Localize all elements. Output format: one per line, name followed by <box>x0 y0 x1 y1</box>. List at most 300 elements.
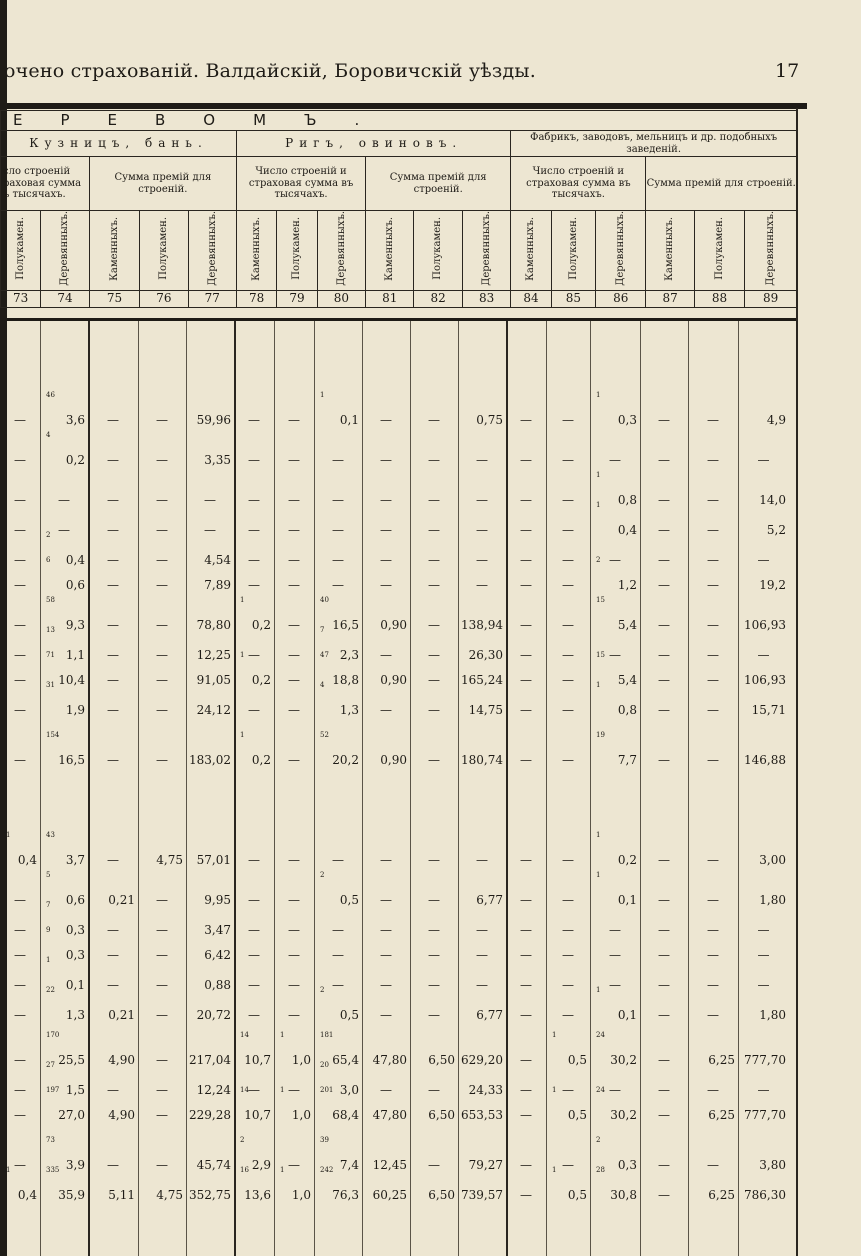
column-label-text: Деревянныхъ. <box>59 211 71 287</box>
cell-value: — <box>707 853 719 867</box>
cell-value: 0,3 <box>65 923 85 937</box>
cell-value: — <box>757 923 770 937</box>
cell-value: — <box>520 493 532 507</box>
cell-value: — <box>658 923 670 937</box>
table-cell <box>506 556 546 596</box>
building-count: 28 <box>596 1166 605 1174</box>
cell-value: — <box>658 673 670 687</box>
table-cell <box>640 1166 688 1206</box>
group-rig: Ригъ, овиновъ. <box>236 131 510 157</box>
cell-value: 6,25 <box>708 1053 735 1067</box>
cell-value: 0,88 <box>204 978 231 992</box>
cell-value: 0,2 <box>251 618 271 632</box>
cell-value: 18,8 <box>332 673 359 687</box>
column-label-73 <box>1 211 41 291</box>
building-count: 335 <box>46 1166 60 1174</box>
cell-value: — <box>248 923 260 937</box>
cell-value: — <box>428 413 440 427</box>
cell-value: — <box>562 853 574 867</box>
table-cell <box>186 986 234 1026</box>
building-count: 170 <box>46 1031 60 1039</box>
building-count: 19 <box>596 731 605 739</box>
cell-value: — <box>156 703 168 717</box>
building-count: 9 <box>46 926 51 934</box>
column-label-86 <box>596 211 646 291</box>
column-number-89: 89 <box>745 291 797 308</box>
table-cell <box>590 986 640 1026</box>
building-count: 20 <box>320 1061 329 1069</box>
cell-value: — <box>332 923 344 937</box>
column-number-82: 82 <box>414 291 462 308</box>
table-cell <box>458 681 506 721</box>
building-count: 1 <box>596 681 601 689</box>
cell-value: 68,4 <box>332 1108 359 1122</box>
building-count: 1 <box>596 471 601 479</box>
table-cell <box>546 681 590 721</box>
table-body <box>0 321 797 1256</box>
table-cell <box>0 431 40 471</box>
cell-value: — <box>707 1008 719 1022</box>
table-cell <box>546 431 590 471</box>
cell-value: 0,5 <box>567 1188 587 1202</box>
cell-value: — <box>107 673 119 687</box>
cell-value: — <box>707 893 719 907</box>
cell-value: — <box>428 978 440 992</box>
building-count: 2 <box>320 871 325 879</box>
cell-value: — <box>428 523 440 537</box>
column-number-88: 88 <box>694 291 744 308</box>
table-cell <box>138 391 186 431</box>
cell-value: — <box>562 893 574 907</box>
table-cell <box>506 1086 546 1126</box>
cell-value: — <box>288 703 300 717</box>
cell-value: 76,3 <box>332 1188 359 1202</box>
cell-value: 0,1 <box>65 978 85 992</box>
table-cell <box>590 1086 640 1126</box>
cell-value: — <box>107 948 119 962</box>
cell-value: — <box>476 853 488 867</box>
table-cell <box>410 681 458 721</box>
cell-value: 0,6 <box>65 893 85 907</box>
cell-value: 30,8 <box>610 1188 637 1202</box>
cell-value: 1,0 <box>291 1053 311 1067</box>
table-cell <box>458 986 506 1026</box>
table-cell <box>410 1086 458 1126</box>
cell-value: 15,71 <box>751 703 786 717</box>
column-label-text: Полукамен. <box>567 217 579 281</box>
cell-value: — <box>609 978 621 992</box>
table-cell <box>590 731 640 771</box>
table-cell <box>546 1086 590 1126</box>
table-cell <box>88 986 138 1026</box>
table-cell <box>738 431 789 471</box>
cell-value: 0,75 <box>476 413 503 427</box>
cell-value: — <box>520 703 532 717</box>
table-cell <box>0 986 40 1026</box>
cell-value: — <box>156 1083 168 1097</box>
table-cell <box>274 1166 314 1206</box>
cell-value: — <box>562 453 574 467</box>
table-cell <box>314 681 362 721</box>
subgroup-rig-number: Число строеній и страховая сумма въ тысячахъ. <box>236 157 365 211</box>
cell-value: 0,8 <box>617 493 637 507</box>
table-cell <box>40 1166 88 1206</box>
table-cell <box>688 391 738 431</box>
cell-value: 0,5 <box>339 1008 359 1022</box>
cell-value: 5,2 <box>766 523 786 537</box>
cell-value: — <box>380 578 392 592</box>
table-cell <box>738 681 789 721</box>
cell-value: — <box>156 493 168 507</box>
building-count: 1 <box>280 1031 285 1039</box>
cell-value: — <box>562 413 574 427</box>
cell-value: — <box>248 703 260 717</box>
cell-value: 3,47 <box>204 923 231 937</box>
table-cell <box>274 681 314 721</box>
table-cell <box>138 731 186 771</box>
table-cell <box>738 556 789 596</box>
cell-value: — <box>204 493 216 507</box>
cell-value: — <box>14 673 26 687</box>
building-count: 1 <box>596 986 601 994</box>
cell-value: 165,24 <box>461 673 503 687</box>
column-label-75 <box>89 211 139 291</box>
cell-value: — <box>14 1108 26 1122</box>
cell-value: 1,1 <box>65 648 85 662</box>
cell-value: 0,4 <box>17 853 37 867</box>
table-cell <box>590 431 640 471</box>
cell-value: — <box>14 1053 26 1067</box>
building-count: 16 <box>240 1166 249 1174</box>
table-cell <box>362 391 410 431</box>
cell-value: 3,80 <box>759 1158 786 1172</box>
cell-value: — <box>156 673 168 687</box>
cell-value: — <box>707 703 719 717</box>
cell-value: — <box>14 618 26 632</box>
cell-value: — <box>476 493 488 507</box>
table-cell <box>314 986 362 1026</box>
cell-value: 6,42 <box>204 948 231 962</box>
table-cell <box>234 1166 274 1206</box>
table-cell <box>590 556 640 596</box>
table-cell <box>506 731 546 771</box>
column-label-84 <box>511 211 551 291</box>
cell-value: — <box>609 553 621 567</box>
cell-value: — <box>520 578 532 592</box>
column-label-text: Полукамен. <box>14 217 26 281</box>
table-cell <box>234 831 274 871</box>
cell-value: — <box>107 703 119 717</box>
cell-value: 0,4 <box>17 1188 37 1202</box>
table-cell <box>506 1166 546 1206</box>
cell-value: — <box>107 523 119 537</box>
cell-value: — <box>14 893 26 907</box>
cell-value: — <box>476 523 488 537</box>
cell-value: — <box>248 578 260 592</box>
cell-value: 19,2 <box>759 578 786 592</box>
cell-value: — <box>707 578 719 592</box>
column-label-text: Каменныхъ. <box>525 216 537 281</box>
cell-value: — <box>248 523 260 537</box>
cell-value: — <box>707 493 719 507</box>
cell-value: 0,4 <box>65 553 85 567</box>
cell-value: — <box>248 853 260 867</box>
building-count: 1 <box>46 956 51 964</box>
cell-value: 0,1 <box>617 1008 637 1022</box>
table-cell <box>506 681 546 721</box>
cell-value: — <box>428 578 440 592</box>
table-cell <box>138 986 186 1026</box>
table-cell <box>546 731 590 771</box>
cell-value: — <box>609 948 621 962</box>
cell-value: — <box>609 648 621 662</box>
cell-value: 0,90 <box>380 753 407 767</box>
subgroup-kuz-number: сло строеній раховая сумма ъ тысячахъ. <box>1 157 90 211</box>
cell-value: — <box>332 978 344 992</box>
cell-value: — <box>476 948 488 962</box>
cell-value: 2,3 <box>339 648 359 662</box>
table-cell <box>234 391 274 431</box>
cell-value: — <box>428 1008 440 1022</box>
cell-value: — <box>658 1008 670 1022</box>
cell-value: — <box>288 1158 300 1172</box>
table-cell <box>274 986 314 1026</box>
building-count: 2 <box>46 531 51 539</box>
cell-value: — <box>658 853 670 867</box>
cell-value: — <box>658 703 670 717</box>
building-count: 14 <box>240 1031 249 1039</box>
column-header-table <box>0 110 797 308</box>
cell-value: — <box>380 648 392 662</box>
cell-value: — <box>520 948 532 962</box>
table-cell <box>186 431 234 471</box>
cell-value: — <box>380 853 392 867</box>
cell-value: — <box>658 553 670 567</box>
cell-value: — <box>658 413 670 427</box>
column-label-text: Каменныхъ. <box>384 216 396 281</box>
column-label-text: Деревянныхъ. <box>764 211 776 287</box>
building-count: 1 <box>596 831 601 839</box>
table-cell <box>40 681 88 721</box>
building-count: 1 <box>596 871 601 879</box>
table-cell <box>138 431 186 471</box>
cell-value: 91,05 <box>196 673 231 687</box>
cell-value: — <box>14 553 26 567</box>
building-count: 15 <box>596 651 605 659</box>
table-cell <box>234 431 274 471</box>
cell-value: — <box>707 553 719 567</box>
cell-value: — <box>707 453 719 467</box>
column-number-81: 81 <box>366 291 414 308</box>
building-count: 197 <box>46 1086 60 1094</box>
column-label-82 <box>414 211 462 291</box>
cell-value: — <box>428 948 440 962</box>
cell-value: — <box>476 578 488 592</box>
cell-value: — <box>107 648 119 662</box>
building-count: 2 <box>320 986 325 994</box>
table-cell <box>0 1166 40 1206</box>
cell-value: — <box>156 1158 168 1172</box>
cell-value: 12,45 <box>372 1158 407 1172</box>
cell-value: — <box>757 948 770 962</box>
cell-value: 3,9 <box>65 1158 85 1172</box>
building-count: 4 <box>46 431 51 439</box>
subgroup-rig-premium: Сумма премій для строеній. <box>366 157 511 211</box>
column-label-78 <box>236 211 276 291</box>
cell-value: — <box>658 1108 670 1122</box>
building-count: 58 <box>46 596 55 604</box>
cell-value: — <box>332 523 344 537</box>
building-count: 24 <box>596 1031 605 1039</box>
cell-value: — <box>156 578 168 592</box>
cell-value: 1,80 <box>759 893 786 907</box>
table-cell <box>0 681 40 721</box>
table-cell <box>546 556 590 596</box>
cell-value: — <box>248 553 260 567</box>
column-number-75: 75 <box>89 291 139 308</box>
cell-value: — <box>520 553 532 567</box>
cell-value: — <box>562 673 574 687</box>
cell-value: 9,95 <box>204 893 231 907</box>
cell-value: — <box>332 493 344 507</box>
table-cell <box>0 831 40 871</box>
cell-value: — <box>288 553 300 567</box>
cell-value: — <box>14 453 26 467</box>
cell-value: — <box>107 493 119 507</box>
cell-value: — <box>520 923 532 937</box>
cell-value: 1,80 <box>759 1008 786 1022</box>
cell-value: 78,80 <box>196 618 231 632</box>
group-kuznits: Кузницъ, бань. <box>1 131 237 157</box>
table-cell <box>88 681 138 721</box>
column-number-79: 79 <box>277 291 317 308</box>
cell-value: — <box>380 923 392 937</box>
cell-value: — <box>156 523 168 537</box>
cell-value: 1,3 <box>339 703 359 717</box>
cell-value: 47,80 <box>372 1053 407 1067</box>
cell-value: — <box>707 923 719 937</box>
cell-value: — <box>14 578 26 592</box>
cell-value: — <box>288 523 300 537</box>
cell-value: — <box>288 853 300 867</box>
cell-value: 106,93 <box>744 673 786 687</box>
subgroup-fab-number: Число строеній и страховая сумма въ тысячахъ. <box>511 157 646 211</box>
table-cell <box>458 556 506 596</box>
cell-value: — <box>658 648 670 662</box>
cell-value: 4,90 <box>108 1053 135 1067</box>
cell-value: 1,2 <box>617 578 637 592</box>
page-number: 17 <box>775 60 800 82</box>
table-cell <box>410 731 458 771</box>
cell-value: — <box>248 453 260 467</box>
cell-value: — <box>288 1083 300 1097</box>
building-count: 1 <box>552 1166 557 1174</box>
building-count: 1 <box>552 1031 557 1039</box>
cell-value: — <box>14 923 26 937</box>
cell-value: 5,4 <box>617 673 637 687</box>
table-cell <box>186 731 234 771</box>
cell-value: 24,12 <box>196 703 231 717</box>
building-count: 22 <box>46 986 55 994</box>
table-cell <box>138 1166 186 1206</box>
column-number-87: 87 <box>646 291 694 308</box>
table-cell <box>314 431 362 471</box>
table-cell <box>274 431 314 471</box>
building-count: 1 <box>240 731 245 739</box>
cell-value: 0,1 <box>339 413 359 427</box>
cell-value: — <box>14 1158 26 1172</box>
column-label-76 <box>140 211 188 291</box>
building-count: 73 <box>46 1136 55 1144</box>
building-count: 40 <box>320 596 329 604</box>
table-cell <box>640 731 688 771</box>
cell-value: — <box>288 413 300 427</box>
building-count: 1 <box>552 1086 557 1094</box>
cell-value: — <box>562 753 574 767</box>
cell-value: 217,04 <box>189 1053 231 1067</box>
table-cell <box>362 556 410 596</box>
table-cell <box>688 681 738 721</box>
cell-value: — <box>428 673 440 687</box>
cell-value: — <box>156 1108 168 1122</box>
cell-value: — <box>248 413 260 427</box>
table-cell <box>234 681 274 721</box>
cell-value: — <box>658 493 670 507</box>
cell-value: 4,75 <box>156 1188 183 1202</box>
cell-value: — <box>380 493 392 507</box>
table-cell <box>88 831 138 871</box>
cell-value: — <box>562 978 574 992</box>
cell-value: — <box>14 523 26 537</box>
cell-value: — <box>288 893 300 907</box>
column-number-84: 84 <box>511 291 551 308</box>
cell-value: 0,8 <box>617 703 637 717</box>
table-cell <box>40 1086 88 1126</box>
cell-value: — <box>107 1158 119 1172</box>
building-count: 47 <box>320 651 329 659</box>
cell-value: — <box>428 893 440 907</box>
cell-value: 10,4 <box>58 673 85 687</box>
cell-value: — <box>380 1008 392 1022</box>
cell-value: — <box>609 923 621 937</box>
building-count: 5 <box>46 871 51 879</box>
cell-value: — <box>562 948 574 962</box>
cell-value: 0,90 <box>380 618 407 632</box>
table-cell <box>458 1166 506 1206</box>
cell-value: — <box>380 453 392 467</box>
cell-value: — <box>562 578 574 592</box>
cell-value: 0,21 <box>108 1008 135 1022</box>
cell-value: — <box>428 1083 440 1097</box>
building-count: 1 <box>240 596 245 604</box>
table-cell <box>590 831 640 871</box>
building-count: 242 <box>320 1166 334 1174</box>
table-cell <box>362 831 410 871</box>
cell-value: — <box>380 1083 392 1097</box>
table-cell <box>138 556 186 596</box>
cell-value: — <box>107 923 119 937</box>
cell-value: — <box>658 1188 670 1202</box>
cell-value: — <box>609 453 621 467</box>
building-count: 2 <box>596 556 601 564</box>
cell-value: 30,2 <box>610 1108 637 1122</box>
table-cell <box>362 1086 410 1126</box>
table-cell <box>314 1166 362 1206</box>
cell-value: — <box>707 523 719 537</box>
cell-value: — <box>428 923 440 937</box>
cell-value: 777,70 <box>744 1053 786 1067</box>
column-label-text: Полукамен. <box>713 217 725 281</box>
